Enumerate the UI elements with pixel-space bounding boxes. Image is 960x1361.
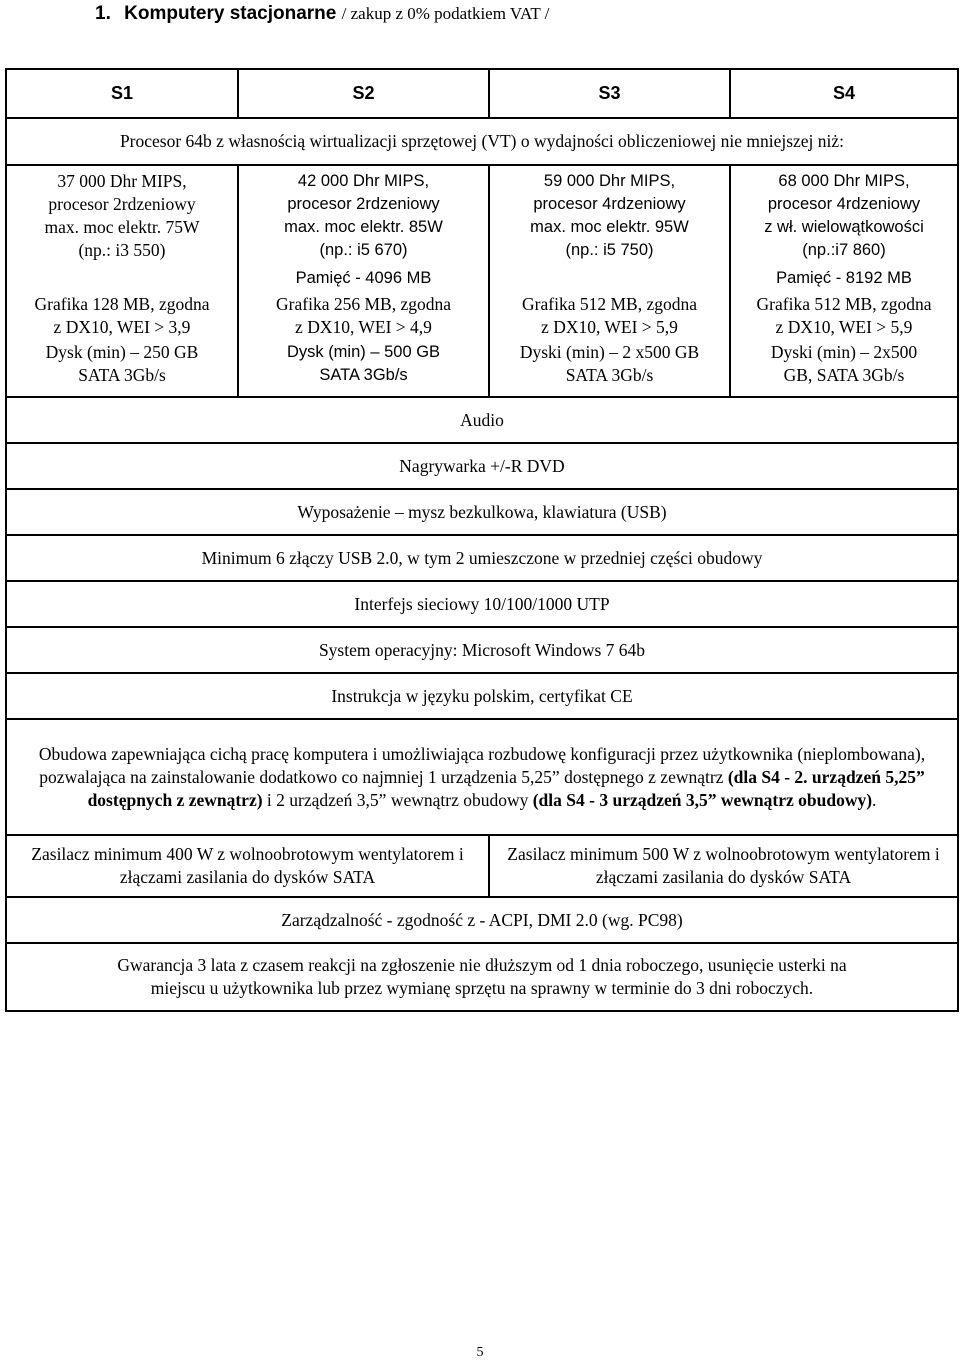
- memory-s3: [489, 265, 730, 291]
- column-header-s3: S3: [489, 69, 730, 118]
- case-text-1: Obudowa zapewniająca cichą pracę komputera i umożliwiająca rozbudowę konfiguracji przez użytkownika (nieplombowana), pozwalająca na zainstalowanie dodatkowo co najmniej 1 urządzenia 5,25” dostępnego z zewnątrz: [38, 743, 926, 787]
- equipment-row: Wyposażenie – mysz bezkulkowa, klawiatura (USB): [6, 489, 958, 535]
- psu-row: [6, 835, 958, 897]
- psu-s1-s2: Zasilacz minimum 400 W z wolnoobrotowym wentylatorem i złączami zasilania do dysków SATA: [6, 835, 489, 897]
- processor-intro: Procesor 64b z własnością wirtualizacji sprzętowej (VT) o wydajności obliczeniowej nie mniejszej niż:: [6, 118, 958, 165]
- disk-s2: Dysk (min) – 500 GB SATA 3Gb/s: [238, 341, 489, 397]
- memory-s2: Pamięć - 4096 MB: [238, 265, 489, 291]
- column-header-s2: S2: [238, 69, 489, 118]
- manual-row: Instrukcja w języku polskim, certyfikat CE: [6, 673, 958, 719]
- processor-s1: 37 000 Dhr MIPS, procesor 2rdzeniowy max. moc elektr. 75W (np.: i3 550): [6, 165, 238, 265]
- dvd-row: Nagrywarka +/-R DVD: [6, 443, 958, 489]
- psu-s3-s4: Zasilacz minimum 500 W z wolnoobrotowym wentylatorem i złączami zasilania do dysków SATA: [489, 835, 958, 897]
- disk-s4: Dyski (min) – 2x500 GB, SATA 3Gb/s: [730, 341, 958, 397]
- audio-row: Audio: [6, 397, 958, 443]
- header-row: [6, 69, 958, 118]
- section-subtitle: / zakup z 0% podatkiem VAT /: [341, 4, 550, 23]
- case-text-3: .: [872, 789, 877, 810]
- graphics-s3: Grafika 512 MB, zgodna z DX10, WEI > 5,9: [489, 291, 730, 341]
- processor-s2: 42 000 Dhr MIPS, procesor 2rdzeniowy max. moc elektr. 85W (np.: i5 670): [238, 165, 489, 265]
- memory-s4: Pamięć - 8192 MB: [730, 265, 958, 291]
- section-heading: [95, 0, 549, 28]
- os-row: System operacyjny: Microsoft Windows 7 64b: [6, 627, 958, 673]
- graphics-s4: Grafika 512 MB, zgodna z DX10, WEI > 5,9: [730, 291, 958, 341]
- disk-row: [6, 341, 958, 397]
- memory-row: [6, 265, 958, 291]
- processor-s4: 68 000 Dhr MIPS, procesor 4rdzeniowy z wł. wielowątkowości (np.:i7 860): [730, 165, 958, 265]
- warranty-row: Gwarancja 3 lata z czasem reakcji na zgłoszenie nie dłuższym od 1 dnia roboczego, usunięcie usterki na miejscu u użytkownika lub przez wymianę sprzętu na sprawny w terminie do 3 dni roboczych.: [6, 943, 958, 1011]
- graphics-s1: Grafika 128 MB, zgodna z DX10, WEI > 3,9: [6, 291, 238, 341]
- page-number: 5: [476, 1345, 484, 1360]
- graphics-s2: Grafika 256 MB, zgodna z DX10, WEI > 4,9: [238, 291, 489, 341]
- usb-row: Minimum 6 złączy USB 2.0, w tym 2 umieszczone w przedniej części obudowy: [6, 535, 958, 581]
- section-title: Komputery stacjonarne: [124, 3, 337, 24]
- management-row: Zarządzalność - zgodność z - ACPI, DMI 2.0 (wg. PC98): [6, 897, 958, 943]
- column-header-s1: S1: [6, 69, 238, 118]
- case-bold-1: (dla S4 - 2. urządzeń 5,25” dostępnych z zewnątrz): [87, 766, 925, 810]
- spec-table: [5, 68, 959, 1012]
- column-header-s4: S4: [730, 69, 958, 118]
- disk-s1: Dysk (min) – 250 GB SATA 3Gb/s: [6, 341, 238, 397]
- memory-s1: [6, 265, 238, 291]
- disk-s3: Dyski (min) – 2 x500 GB SATA 3Gb/s: [489, 341, 730, 397]
- case-text-2: i 2 urządzeń 3,5” wewnątrz obudowy: [262, 789, 533, 810]
- case-row: [6, 719, 958, 835]
- network-row: Interfejs sieciowy 10/100/1000 UTP: [6, 581, 958, 627]
- section-number: 1.: [95, 3, 111, 24]
- processor-s3: 59 000 Dhr MIPS, procesor 4rdzeniowy max. moc elektr. 95W (np.: i5 750): [489, 165, 730, 265]
- graphics-row: [6, 291, 958, 341]
- processor-row: [6, 165, 958, 265]
- case-bold-2: (dla S4 - 3 urządzeń 3,5” wewnątrz obudowy): [532, 789, 873, 810]
